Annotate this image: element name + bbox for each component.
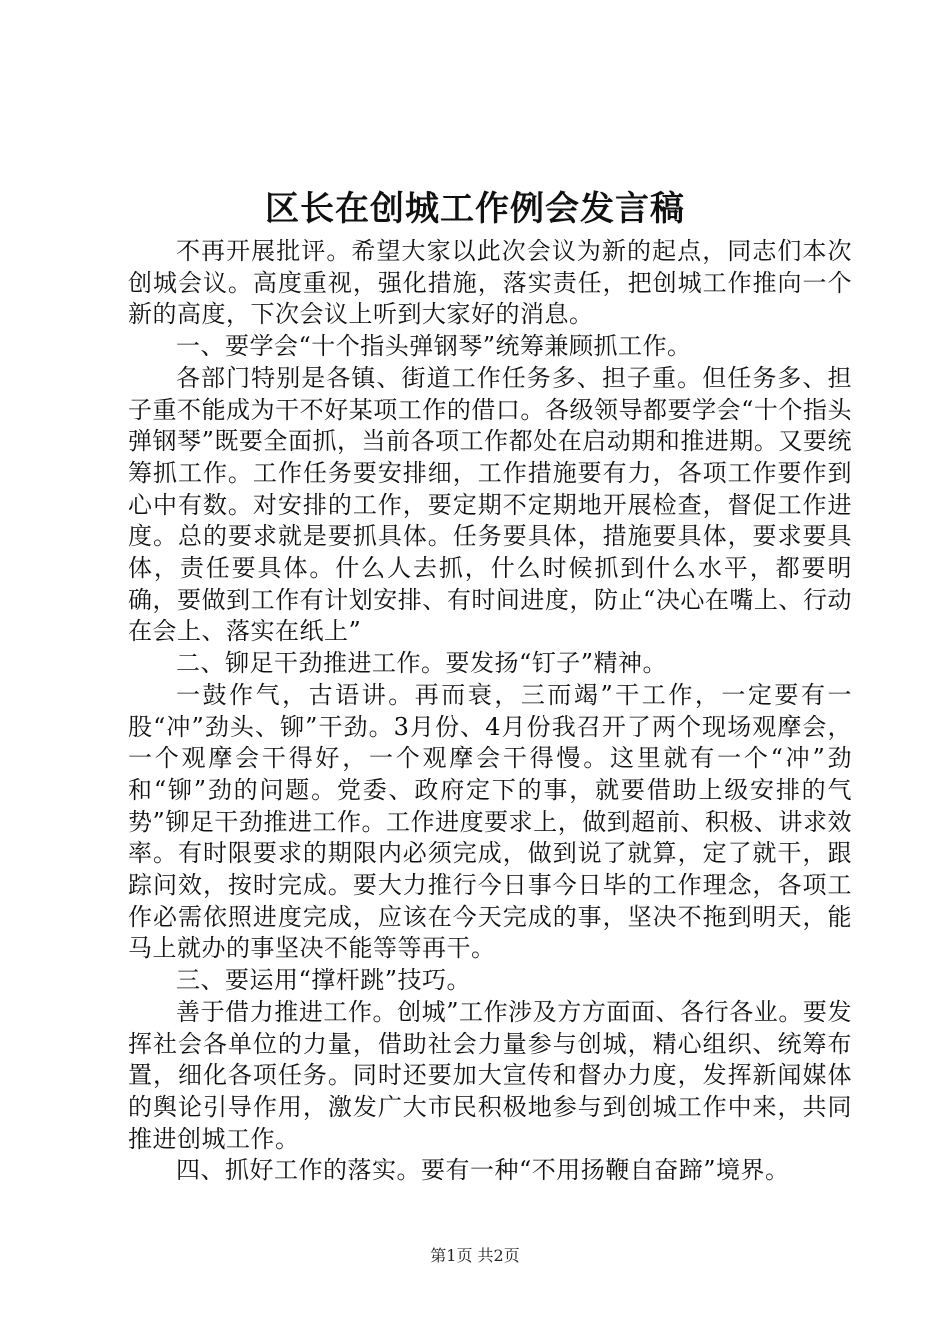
paragraph-section-1: 各部门特别是各镇、街道工作任务多、担子重。但任务多、担子重不能成为干不好某项工作的借口。各级领导都要学会“十个指头弹钢琴”既要全面抓，当前各项工作都处在启动期和推进期。又要统筹抓工作。工作任务要安排细，工作措施要有力，各项工作要作到心中有数。对安排的工作，要定期不定期地开展检查，督促工作进度。总的要求就是要抓具体。任务要具体，措施要具体，要求要具体，责任要具体。什么人去抓，什么时候抓到什么水平，都要明确，要做到工作有计划安排、有时间进度，防止“决心在嘴上、行动在会上、落实在纸上” bbox=[128, 363, 852, 646]
section-heading-3: 三、要运用“撑杆跳”技巧。 bbox=[176, 966, 472, 995]
paragraph-section-3: 善于借力推进工作。创城”工作涉及方方面面、各行各业。要发挥社会各单位的力量，借助社会力量参与创城，精心组织、统筹布置，细化各项任务。同时还要加大宣传和督办力度，发挥新闻媒体的舆论引导作用，激发广大市民积极地参与到创城工作中来，共同推进创城工作。 bbox=[128, 997, 852, 1153]
section-heading-4: 四、抓好工作的落实。要有一种“不用扬鞭自奋蹄”境界。 bbox=[176, 1156, 790, 1185]
paragraph-section-2: 一鼓作气，古语讲。再而衰，三而竭”干工作，一定要有一股“冲”劲头、铆”干劲。3月份、4月份我召开了两个现场观摩会，一个观摩会干得好，一个观摩会干得慢。这里就有一个“冲”劲和“铆”劲的问题。党委、政府定下的事，就要借助上级安排的气势”铆足干劲推进工作。工作进度要求上，做到超前、积极、讲求效率。有时限要求的期限内必须完成，做到说了就算，定了就干，跟踪问效，按时完成。要大力推行今日事今日毕的工作理念，各项工作必需依照进度完成，应该在今天完成的事，坚决不拖到明天，能马上就办的事坚决不能等等再干。 bbox=[128, 680, 852, 963]
document-title: 区长在创城工作例会发言稿 bbox=[265, 189, 685, 229]
section-heading-2: 二、铆足干劲推进工作。要发扬“钉子”精神。 bbox=[176, 649, 668, 678]
document-body bbox=[128, 236, 852, 1187]
paragraph-opening: 不再开展批评。希望大家以此次会议为新的起点，同志们本次创城会议。高度重视，强化措施，落实责任，把创城工作推向一个新的高度，下次会议上听到大家好的消息。 bbox=[128, 237, 852, 329]
page-number-footer: 第1页 共2页 bbox=[430, 1246, 520, 1265]
section-heading-1: 一、要学会“十个指头弹钢琴”统筹兼顾抓工作。 bbox=[176, 332, 692, 361]
